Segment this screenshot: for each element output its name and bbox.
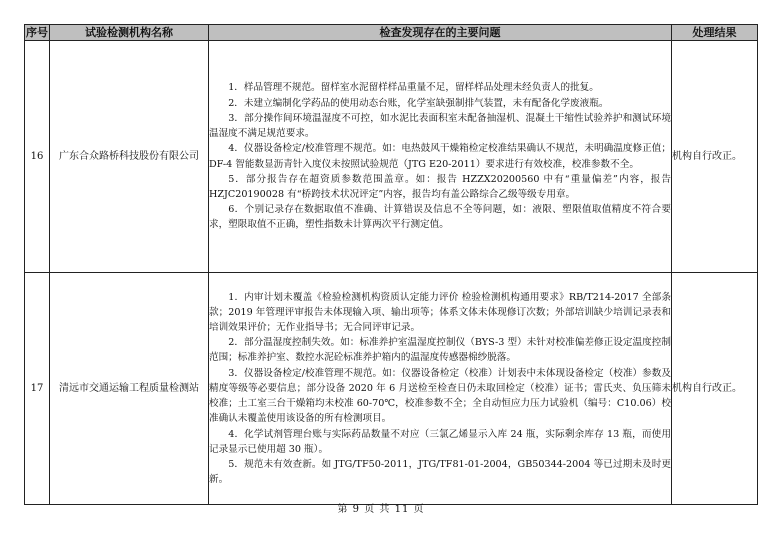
issue-item: 6．个别记录存在数据取值不准确、计算错误及信息不全等问题，如：液限、塑限值取值精度不符合要求，塑限取值不正确，塑性指数未计算两次平行测定值。 bbox=[209, 204, 671, 231]
header-seq: 序号 bbox=[26, 26, 48, 39]
row-result: 机构自行改正。 bbox=[672, 41, 758, 273]
issue-item: 3．仪器设备检定/校准管理不规范。如：仪器设备检定（校准）计划表中未体现设备检定（校准）参数及精度等级等必要信息；部分设备 2020 年 6 月送检至检查日仍未取回检定（校准）证书；雷氏夹、负压筛未校准；土工室三台干燥箱均未校准 60-70℃，校准参数不全；全自动恒应力压力试验机（编号：C10.06）校准确认未覆盖使用该设备的所有检测项目。 bbox=[209, 367, 671, 425]
header-issues: 检查发现存在的主要问题 bbox=[209, 25, 672, 41]
issue-item: 5．部分报告存在超资质参数范围盖章。如：报告 HZZX20200560 中有“重量偏差”内容，报告 HZJC20190028 有“桥跨技术状况评定”内容，报告均有盖公路综合乙级等级专用章。 bbox=[209, 173, 671, 200]
issue-item: 1．样品管理不规范。留样室水泥留样样品重量不足，留样样品处理未经负责人的批复。 bbox=[228, 82, 599, 94]
issue-item: 4．仪器设备检定/校准管理不规范。如：电热鼓风干燥箱检定校准结果确认不规范，未明确温度修正值；DF-4 智能数显沥青针入度仪未按照试验规范（JTG E20-2011）要求进行有效校准，校准参数不全。 bbox=[209, 143, 671, 170]
row-issues bbox=[209, 41, 672, 273]
page-number-footer: 第 9 页 共 11 页 bbox=[337, 504, 425, 515]
issue-item: 1．内审计划未覆盖《检验检测机构资质认定能力评价 检验检测机构通用要求》RB/T214-2017 全部条款；2019 年管理评审报告未体现输入项、输出项等；体系文体未体现修订次数；外部培训缺少培训记录表和培训效果评价；无作业指导书；无合同评审记录。 bbox=[209, 291, 671, 334]
row-seq: 17 bbox=[25, 273, 50, 505]
row-issues bbox=[209, 273, 672, 505]
row-org: 广东合众路桥科技股份有限公司 bbox=[50, 41, 209, 273]
inspection-table bbox=[24, 24, 758, 505]
table-row bbox=[25, 273, 758, 505]
issue-item: 3．部分操作间环境温湿度不可控，如水泥比表面积室未配备抽湿机、混凝土干缩性试验养护和测试环境温湿度不满足规范要求。 bbox=[209, 112, 671, 140]
issue-item: 2．未建立编制化学药品的使用动态台账，化学室缺强制排气装置，未有配备化学废液瓶。 bbox=[228, 97, 609, 109]
issue-item: 5．规范未有效查新。如 JTG/TF50-2011，JTG/TF81-01-2004，GB50344-2004 等已过期未及时更新。 bbox=[209, 458, 671, 486]
issue-item: 2．部分温湿度控制失效。如：标准养护室温湿度控制仪（BYS-3 型）未针对校准偏差修正设定温度控制范围；标准养护室、数控水泥砼标准养护箱内的温湿度传感器棉纱脱落。 bbox=[209, 337, 671, 364]
header-result: 处理结果 bbox=[672, 25, 758, 41]
row-org: 清远市交通运输工程质量检测站 bbox=[50, 273, 209, 505]
issue-item: 4．化学试剂管理台账与实际药品数量不对应（三氯乙烯显示入库 24 瓶，实际剩余库存 13 瓶，而使用记录显示已使用超 30 瓶）。 bbox=[209, 428, 671, 455]
table-row bbox=[25, 41, 758, 273]
row-result: 机构自行改正。 bbox=[672, 273, 758, 505]
row-seq: 16 bbox=[25, 41, 50, 273]
header-row bbox=[25, 25, 758, 41]
header-org: 试验检测机构名称 bbox=[50, 25, 209, 41]
